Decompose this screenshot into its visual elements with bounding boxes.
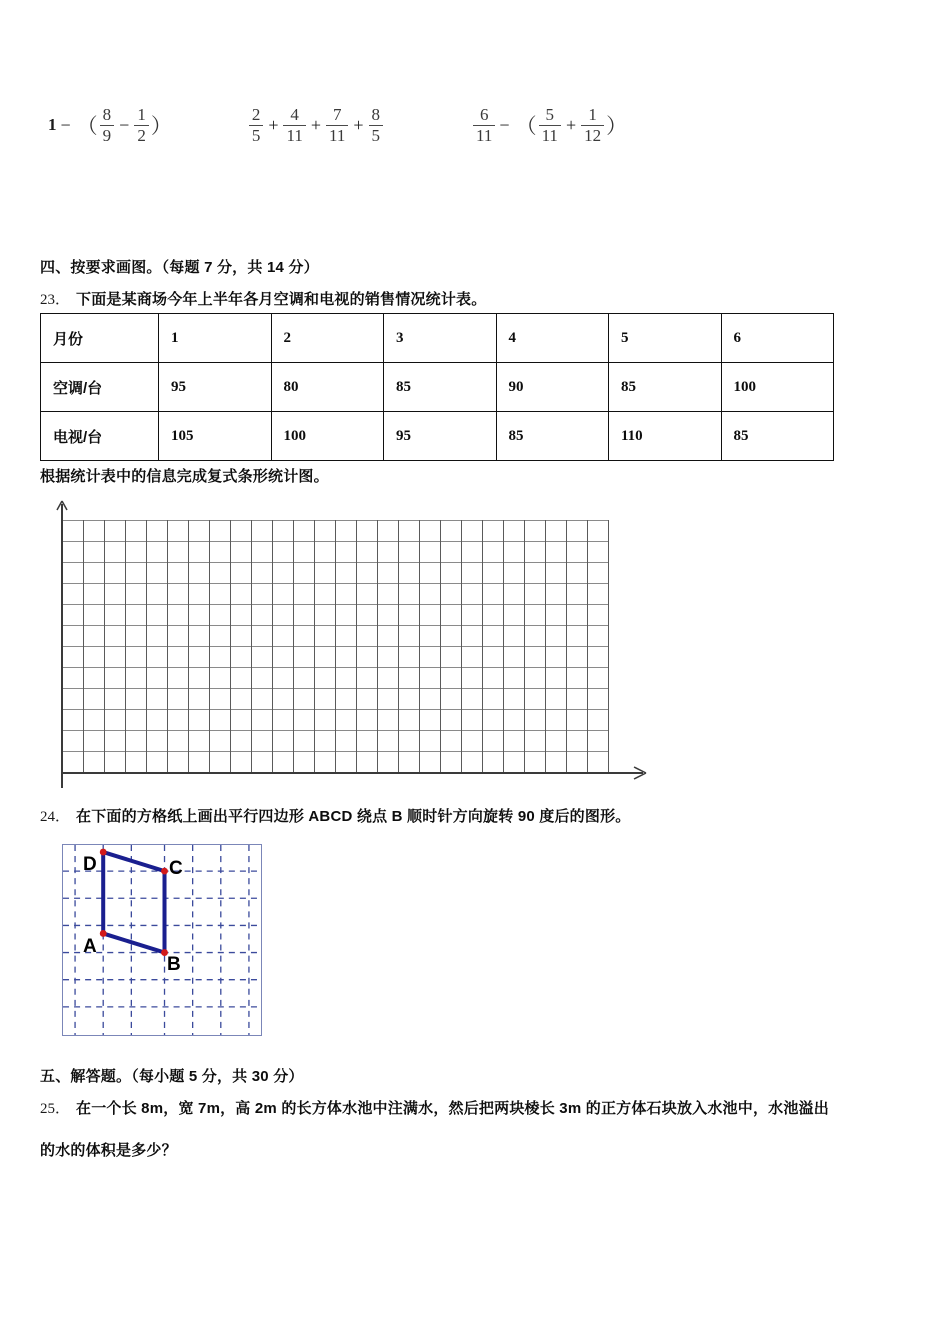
table-cell-tv-4: 85	[496, 412, 609, 461]
parallelogram-grid-figure	[62, 844, 262, 1036]
denominator: 11	[539, 125, 561, 145]
question-25-line-2: 的水的体积是多少？	[40, 1142, 177, 1159]
expression-2-fraction-c	[325, 106, 349, 144]
vertex-c-point	[161, 868, 168, 875]
numerator: 2	[251, 104, 261, 124]
question-24-line	[40, 805, 630, 826]
table-cell-month-4: 4	[496, 314, 609, 363]
table-cell-month-6: 6	[721, 314, 834, 363]
numerator: 6	[479, 104, 489, 124]
expression-3-fraction-a	[472, 106, 496, 144]
chart-x-axis	[61, 772, 643, 774]
expression-1-lead: 1	[48, 115, 57, 134]
expression-1-fraction-b	[133, 106, 150, 144]
section-five-heading: 五、解答题。（每小题 5 分，共 30 分）	[40, 1068, 304, 1085]
table-cell-ac-2: 80	[271, 363, 384, 412]
expression-3	[472, 106, 628, 144]
question-24-number: 24．	[40, 809, 71, 825]
table-cell-ac-5: 85	[609, 363, 722, 412]
denominator: 11	[283, 125, 305, 145]
table-cell-ac-3: 85	[384, 363, 497, 412]
denominator: 12	[581, 125, 604, 145]
denominator: 5	[369, 125, 384, 145]
question-23-text: 下面是某商场今年上半年各月空调和电视的销售情况统计表。	[76, 291, 487, 308]
table-cell-month-5: 5	[609, 314, 722, 363]
expression-1	[48, 106, 173, 144]
numerator: 1	[137, 104, 146, 124]
vertex-label-d: D	[83, 854, 97, 875]
expression-2-fraction-a	[248, 106, 265, 144]
vertex-label-b: B	[167, 954, 181, 975]
question-25-number: 25．	[40, 1101, 71, 1117]
vertex-d-point	[100, 849, 107, 856]
expression-3-operator-2: +	[565, 114, 577, 135]
question-24-text: 在下面的方格纸上画出平行四边形 ABCD 绕点 B 顺时针方向旋转 90 度后的图形。	[76, 808, 631, 825]
expression-1-open-paren: （	[76, 114, 98, 138]
expression-2-operator-1: +	[268, 114, 279, 135]
chart-y-axis	[61, 504, 63, 788]
table-cell-month-2: 2	[271, 314, 384, 363]
expression-3-fraction-b	[538, 106, 562, 144]
vertex-a-point	[100, 930, 107, 937]
table-cell-tv-6: 85	[721, 412, 834, 461]
denominator: 11	[326, 125, 348, 145]
expression-3-fraction-c	[580, 106, 605, 144]
expression-2-fraction-b	[282, 106, 306, 144]
section-four-heading: 四、按要求画图。（每题 7 分，共 14 分）	[40, 259, 319, 276]
expression-2-operator-3: +	[353, 114, 364, 135]
question-25-line-1	[40, 1097, 829, 1118]
table-caption-text: 根据统计表中的信息完成复式条形统计图。	[40, 468, 329, 485]
denominator: 5	[249, 125, 264, 145]
denominator: 2	[134, 125, 149, 145]
table-cell-ac-1: 95	[159, 363, 272, 412]
expression-2-fraction-d	[368, 106, 385, 144]
numerator: 5	[545, 104, 554, 124]
table-cell-month-1: 1	[159, 314, 272, 363]
denominator: 9	[100, 125, 115, 145]
chart-grid	[62, 520, 609, 773]
table-cell-tv-2: 100	[271, 412, 384, 461]
expression-1-fraction-a	[99, 106, 116, 144]
expression-3-operator-1: −	[499, 114, 510, 135]
table-cell-tv-3: 95	[384, 412, 497, 461]
table-header-television: 电视/台	[41, 412, 159, 461]
table-header-air-conditioner: 空调/台	[41, 363, 159, 412]
expression-2	[248, 106, 384, 144]
vertex-label-c: C	[169, 858, 183, 879]
numerator: 8	[102, 104, 112, 124]
expression-2-operator-2: +	[310, 114, 321, 135]
numerator: 1	[588, 104, 597, 124]
vertex-label-a: A	[83, 936, 97, 957]
table-cell-ac-4: 90	[496, 363, 609, 412]
fraction-expressions-row	[40, 92, 910, 158]
table-cell-ac-6: 100	[721, 363, 834, 412]
expression-1-operator-2: −	[119, 114, 130, 135]
question-23-line	[40, 288, 486, 309]
table-cell-month-3: 3	[384, 314, 497, 363]
numerator: 4	[290, 104, 299, 124]
question-23-number: 23．	[40, 292, 71, 308]
expression-3-close-paren: ）	[606, 114, 628, 138]
table-header-month: 月份	[41, 314, 159, 363]
table-row-television	[41, 412, 834, 461]
question-25-text-line-1: 在一个长 8m，宽 7m，高 2m 的长方体水池中注满水，然后把两块棱长 3m 的正方体石块放入水池中，水池溢出	[76, 1100, 829, 1117]
x-axis-arrow-icon	[632, 766, 648, 780]
table-row-months	[41, 314, 834, 363]
table-cell-tv-1: 105	[159, 412, 272, 461]
expression-1-close-paren: ）	[150, 114, 172, 138]
denominator: 11	[473, 125, 495, 145]
expression-3-open-paren: （	[515, 114, 537, 138]
numerator: 7	[332, 104, 342, 124]
sales-statistics-table	[40, 313, 834, 461]
numerator: 8	[371, 104, 381, 124]
table-row-air-conditioner	[41, 363, 834, 412]
table-cell-tv-5: 110	[609, 412, 722, 461]
blank-bar-chart-area	[40, 498, 640, 798]
expression-1-operator-1: −	[60, 114, 71, 135]
y-axis-arrow-icon	[55, 500, 69, 514]
